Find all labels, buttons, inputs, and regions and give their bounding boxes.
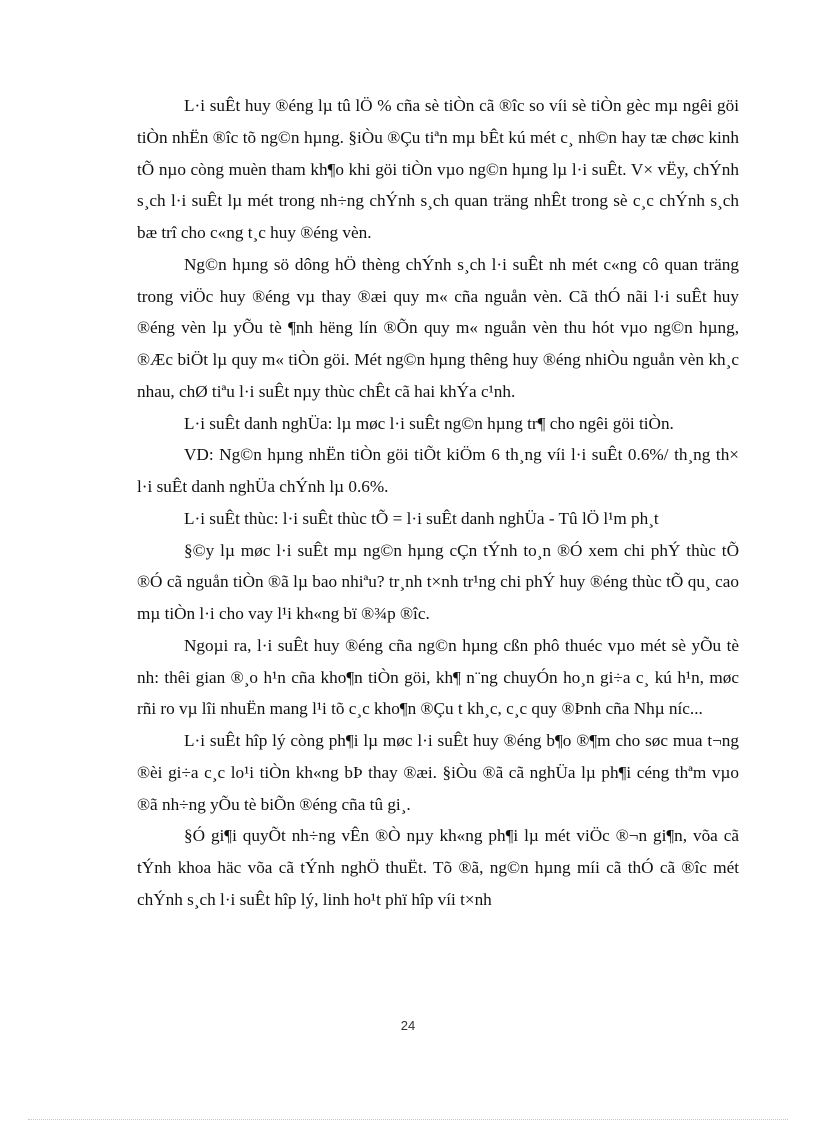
- paragraph-rate-policy-tool: Ng©n hµng sö dông hÖ thèng chÝnh s¸ch l·i suÊt nh mét c«ng cô quan träng trong viÖc huy ®éng vµ thay ®æi quy m« cña nguån vèn. Cã thÓ nãi l·i suÊt huy ®éng vèn lµ yÕu tè ¶nh hëng lín ®Õn quy m« nguån vèn thu hót vµo ng©n hµng, ®Æc biÖt lµ quy m« tiÒn göi. Mét ng©n hµng thêng huy ®éng nhiÒu nguån vèn kh¸c nhau, chØ tiªu l·i suÊt nµy thùc chÊt cã hai khÝa c¹nh.: [137, 254, 739, 401]
- page-bottom-divider: [28, 1119, 788, 1120]
- paragraph-nominal-rate: L·i suÊt danh nghÜa: lµ møc l·i suÊt ng©n hµng tr¶ cho ngêi göi tiÒn.: [184, 413, 674, 433]
- paragraph-reasonable-rate: L·i suÊt hîp lý còng ph¶i lµ møc l·i suÊt huy ®éng b¶o ®¶m cho søc mua t¬ng ®èi gi÷a c¸c lo¹i tiÒn kh«ng bÞ thay ®æi. §iÒu ®ã cã nghÜa lµ ph¶i céng thªm vµo ®ã nh÷ng yÕu tè biÕn ®éng cña tû gi¸.: [137, 731, 739, 814]
- paragraph-solution: §Ó gi¶i quyÕt nh÷ng vÊn ®Ò nµy kh«ng ph¶i lµ mét viÖc ®¬n gi¶n, võa cã tÝnh khoa häc võa cã tÝnh nghÖ thuËt. Tõ ®ã, ng©n hµng míi cã thÓ cã ®îc mét chÝnh s¸ch l·i suÊt hîp lý, linh ho¹t phï hîp víi t×nh: [137, 826, 739, 909]
- page-number: 24: [400, 1018, 416, 1033]
- paragraph-real-cost: §©y lµ møc l·i suÊt mµ ng©n hµng cÇn tÝnh to¸n ®Ó xem chi phÝ thùc tÕ ®Ó cã nguån tiÒn ®ã lµ bao nhiªu? tr¸nh t×nh tr¹ng chi phÝ huy ®éng thùc tÕ qu¸ cao mµ tiÒn l·i cho vay l¹i kh«ng bï ®¾p ®îc.: [137, 540, 739, 623]
- paragraph-other-factors: Ngoµi ra, l·i suÊt huy ®éng cña ng©n hµng cßn phô thuéc vµo mét sè yÕu tè nh: thêi gian ®¸o h¹n cña kho¶n tiÒn göi, kh¶ n¨ng chuyÓn ho¸n gi÷a c¸ kú h¹n, møc rñi ro vµ lîi nhuËn mang l¹i tõ c¸c kho¶n ®Çu t kh¸c, c¸c quy ®Þnh cña Nhµ níc...: [137, 635, 739, 719]
- paragraph-real-rate: L·i suÊt thùc: l·i suÊt thùc tÕ = l·i suÊt danh nghÜa - Tû lÖ l¹m ph¸t: [184, 508, 659, 528]
- paragraph-example: VD: Ng©n hµng nhËn tiÒn göi tiÕt kiÖm 6 th¸ng víi l·i suÊt 0.6%/ th¸ng th× l·i suÊt danh nghÜa chÝnh lµ 0.6%.: [137, 445, 739, 496]
- body-text: [137, 90, 739, 916]
- paragraph-interest-rate-definition: L·i suÊt huy ®éng lµ tû lÖ % cña sè tiÒn cã ®îc so víi sè tiÒn gèc mµ ngêi göi tiÒn nhËn ®îc tõ ng©n hµng. §iÒu ®Çu tiªn mµ bÊt kú mét c¸ nh©n hay tæ chøc kinh tÕ nµo còng muèn tham kh¶o khi göi tiÒn vµo ng©n hµng lµ l·i suÊt. V× vËy, chÝnh s¸ch l·i suÊt lµ mét trong nh÷ng chÝnh s¸ch quan träng nhÊt trong sè c¸c chÝnh s¸ch bæ trî cho c«ng t¸c huy ®éng vèn.: [137, 96, 739, 242]
